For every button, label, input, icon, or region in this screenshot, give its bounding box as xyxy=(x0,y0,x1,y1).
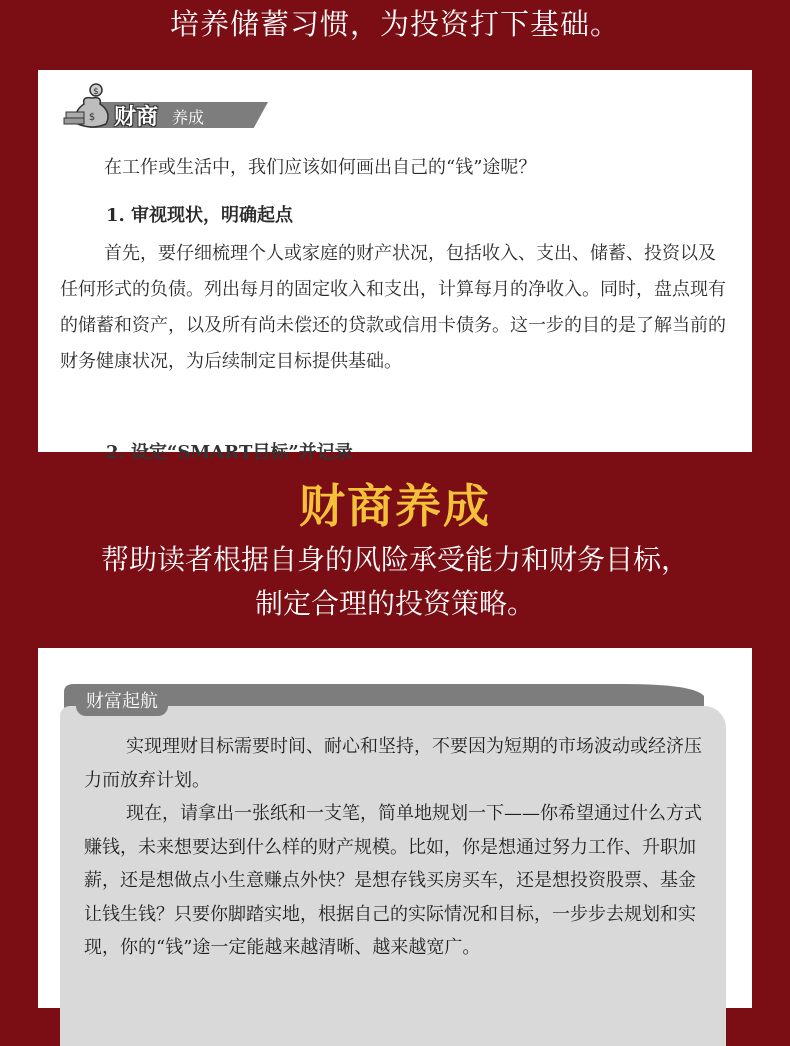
panel-tab-label: 财富起航 xyxy=(76,688,168,716)
feature-subtitle-line2: 制定合理的投资策略。 xyxy=(254,587,535,620)
tag-subtitle: 养成 xyxy=(172,108,205,127)
book-page-excerpt-2 xyxy=(38,648,752,1008)
cut-off-heading: 2. 设定“SMART目标”并记录 xyxy=(106,442,353,463)
feature-title: 财商养成 xyxy=(299,479,491,533)
book-page-excerpt-1 xyxy=(38,70,752,463)
tag-title: 财商 xyxy=(114,104,159,130)
feature-subtitle xyxy=(0,538,790,626)
intro-text: 在工作或生活中，我们应该如何画出自己的“钱”途呢？ xyxy=(104,157,537,178)
body-paragraph xyxy=(60,236,730,380)
top-banner: 培养储蓄习惯，为投资打下基础。 xyxy=(169,7,620,41)
section-heading: 1. 审视现状，明确起点 xyxy=(106,205,294,226)
section-tag xyxy=(62,82,282,130)
paragraph-text: 首先，要仔细梳理个人或家庭的财产状况，包括收入、支出、储蓄、投资以及任何形式的负债。列出每月的固定收入和支出，计算每月的净收入。同时，盘点现有的储蓄和资产，以及所有尚未偿还的贷款或信用卡债务。这一步的目的是了解当前的财务健康状况，为后续制定目标提供基础。 xyxy=(60,243,726,372)
svg-text:$: $ xyxy=(93,87,99,97)
svg-text:$: $ xyxy=(88,112,96,123)
money-bag-icon xyxy=(62,82,122,132)
paragraph-1: 实现理财目标需要时间、耐心和坚持，不要因为短期的市场波动或经济压力而放弃计划。 xyxy=(84,736,702,791)
feature-subtitle-line1: 帮助读者根据自身的风险承受能力和财务目标， xyxy=(100,543,689,576)
paragraph-2: 现在，请拿出一张纸和一支笔，简单地规划一下——你希望通过什么方式赚钱，未来想要达到什么样的财产规模。比如，你是想通过努力工作、升职加薪，还是想做点小生意赚点外快？是想存钱买房买车，还是想投资股票、基金让钱生钱？只要你脚踏实地，根据自己的实际情况和目标，一步步去规划和实现，你的“钱”途一定能越来越清晰、越来越宽广。 xyxy=(84,803,702,958)
